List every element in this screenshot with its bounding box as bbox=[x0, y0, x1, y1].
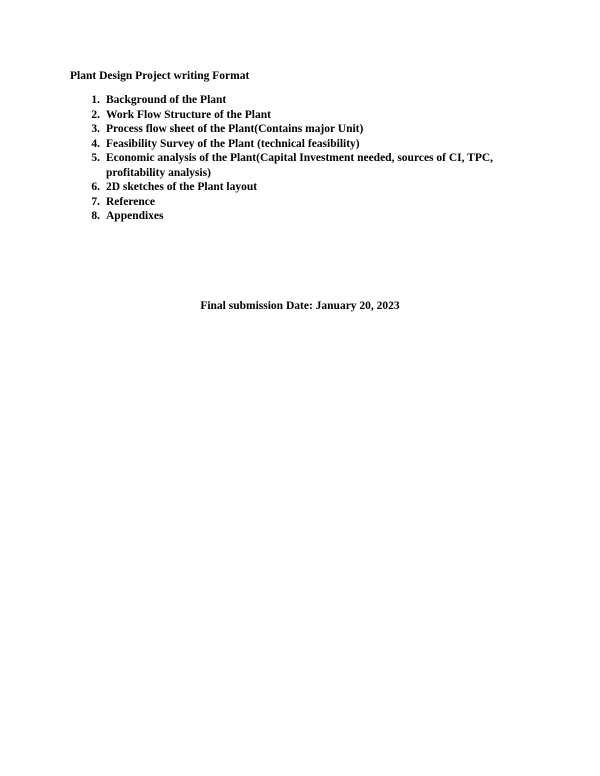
list-item bbox=[84, 195, 524, 210]
list-item-text: Economic analysis of the Plant(Capital Investment needed, sources of CI, TPC, profitability analysis) bbox=[106, 152, 494, 179]
list-item-text: Process flow sheet of the Plant(Contains major Unit) bbox=[106, 123, 364, 135]
list-item bbox=[84, 151, 524, 180]
format-outline-list bbox=[84, 93, 524, 224]
list-item-text: 2D sketches of the Plant layout bbox=[106, 181, 258, 193]
document-title: Plant Design Project writing Format bbox=[70, 70, 250, 82]
list-item-text: Work Flow Structure of the Plant bbox=[106, 108, 271, 121]
list-item-number: 4. bbox=[91, 137, 100, 150]
list-item-number: 5. bbox=[91, 152, 100, 164]
list-item-text: Feasibility Survey of the Plant (technical feasibility) bbox=[106, 137, 360, 150]
list-item-number: 7. bbox=[91, 195, 100, 208]
list-item bbox=[84, 108, 524, 123]
list-item bbox=[84, 137, 524, 152]
list-item-number: 1. bbox=[91, 94, 100, 106]
list-item-number: 8. bbox=[91, 210, 100, 222]
list-item-text: Reference bbox=[106, 195, 155, 208]
list-item-number: 6. bbox=[91, 181, 100, 193]
final-submission-date: Final submission Date: January 20, 2023 bbox=[200, 300, 400, 312]
list-item-number: 3. bbox=[91, 123, 100, 135]
list-item bbox=[84, 93, 524, 108]
list-item-text: Background of the Plant bbox=[106, 94, 227, 106]
list-item bbox=[84, 180, 524, 195]
list-item-number: 2. bbox=[91, 108, 100, 121]
list-item-text: Appendixes bbox=[106, 210, 164, 222]
list-item bbox=[84, 122, 524, 137]
list-item bbox=[84, 209, 524, 224]
